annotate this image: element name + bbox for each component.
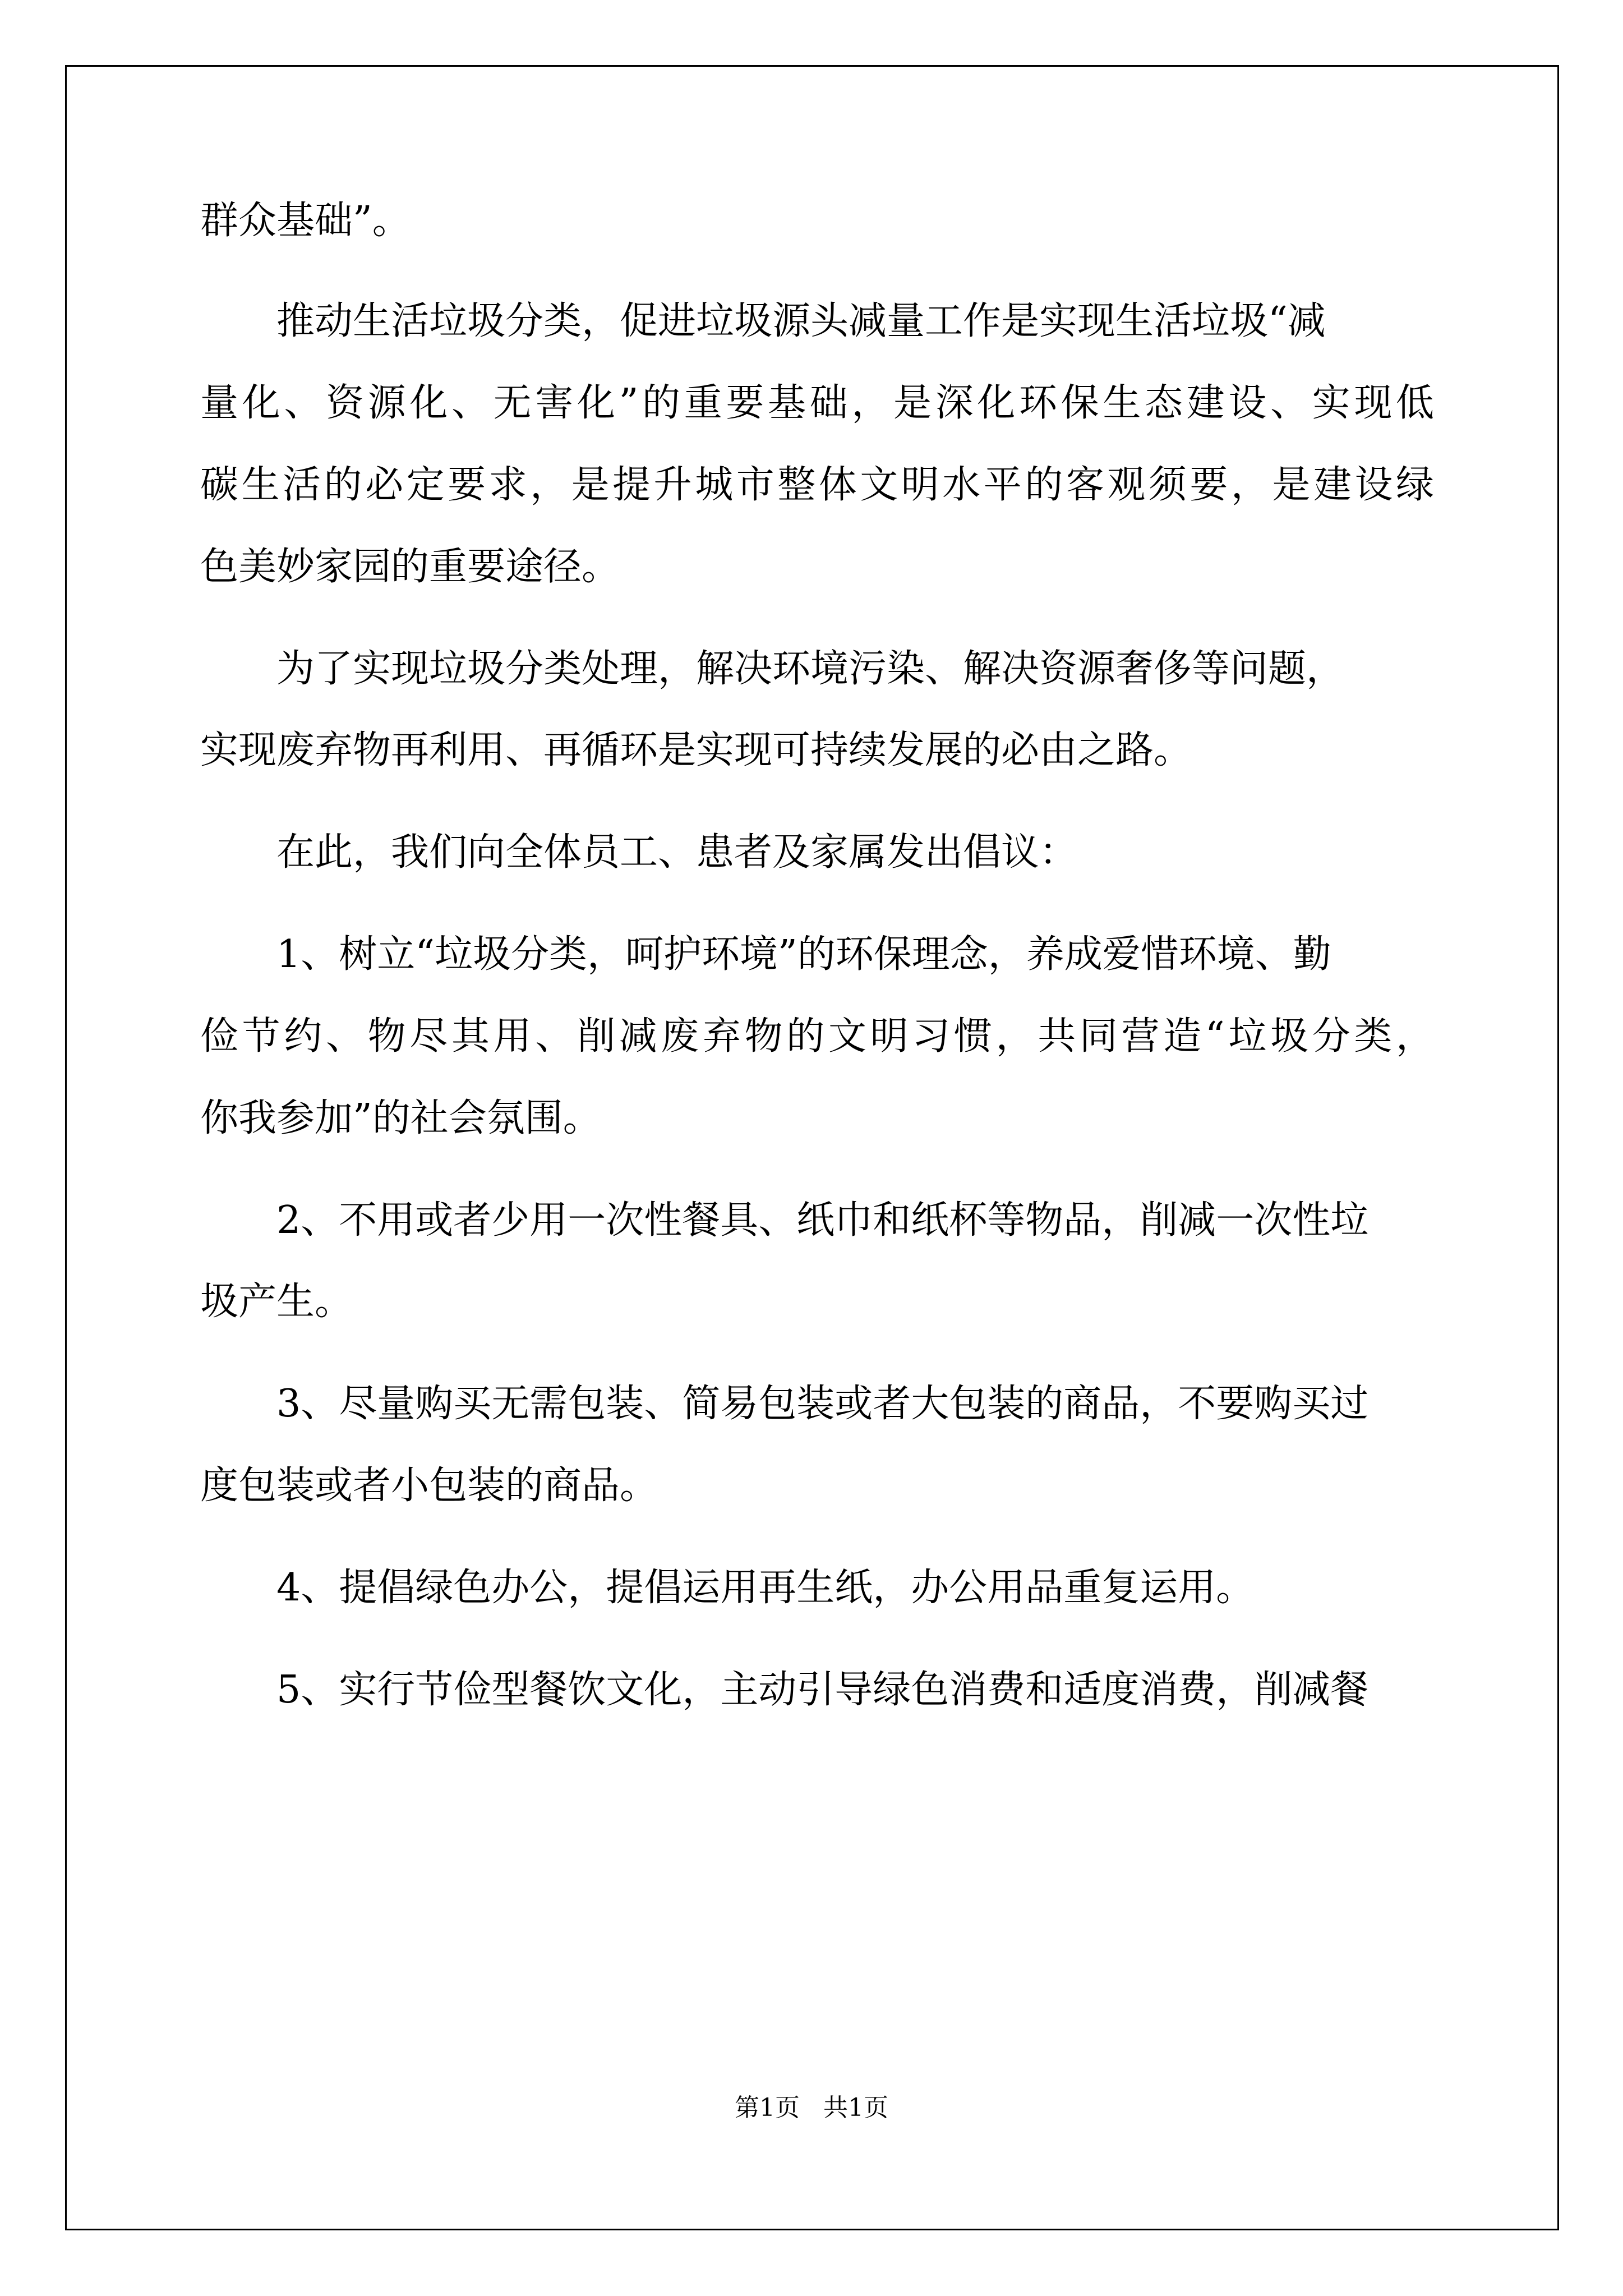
text-line-3: 量化、资源化、无害化”的重要基础，是深化环保生态建设、实现低 — [200, 381, 1434, 425]
text-line-16: 4、提倡绿色办公，提倡运用再生纸，办公用品重复运用。 — [276, 1566, 1255, 1610]
text-line-5: 色美妙家园的重要途径。 — [200, 545, 620, 589]
text-line-13: 圾产生。 — [200, 1280, 353, 1324]
text-line-9: 1、树立“垃圾分类，呵护环境”的环保理念，养成爱惜环境、勤 — [276, 932, 1331, 977]
page-number: 第1页 — [735, 2093, 800, 2122]
text-line-17: 5、实行节俭型餐饮文化，主动引导绿色消费和适度消费，削减餐 — [276, 1668, 1369, 1712]
text-line-2: 推动生活垃圾分类，促进垃圾源头减量工作是实现生活垃圾“减 — [276, 299, 1326, 343]
text-line-12: 2、不用或者少用一次性餐具、纸巾和纸杯等物品，削减一次性垃 — [276, 1198, 1369, 1243]
page-footer — [0, 2093, 1623, 2122]
text-line-7: 实现废弃物再利用、再循环是实现可持续发展的必由之路。 — [200, 728, 1192, 772]
text-line-1: 群众基础”。 — [200, 199, 411, 243]
text-line-4: 碳生活的必定要求，是提升城市整体文明水平的客观须要，是建设绿 — [200, 463, 1434, 507]
text-line-14: 3、尽量购买无需包装、简易包装或者大包装的商品，不要购买过 — [276, 1382, 1369, 1426]
text-line-15: 度包装或者小包装的商品。 — [200, 1464, 658, 1508]
text-line-11: 你我参加”的社会氛围。 — [200, 1096, 601, 1140]
text-line-10: 俭节约、物尽其用、削减废弃物的文明习惯，共同营造“垃圾分类， — [200, 1014, 1434, 1059]
text-line-8: 在此，我们向全体员工、患者及家属发出倡议： — [276, 830, 1078, 875]
page-total: 共1页 — [823, 2093, 888, 2122]
text-line-6: 为了实现垃圾分类处理，解决环境污染、解决资源奢侈等问题， — [276, 647, 1345, 691]
